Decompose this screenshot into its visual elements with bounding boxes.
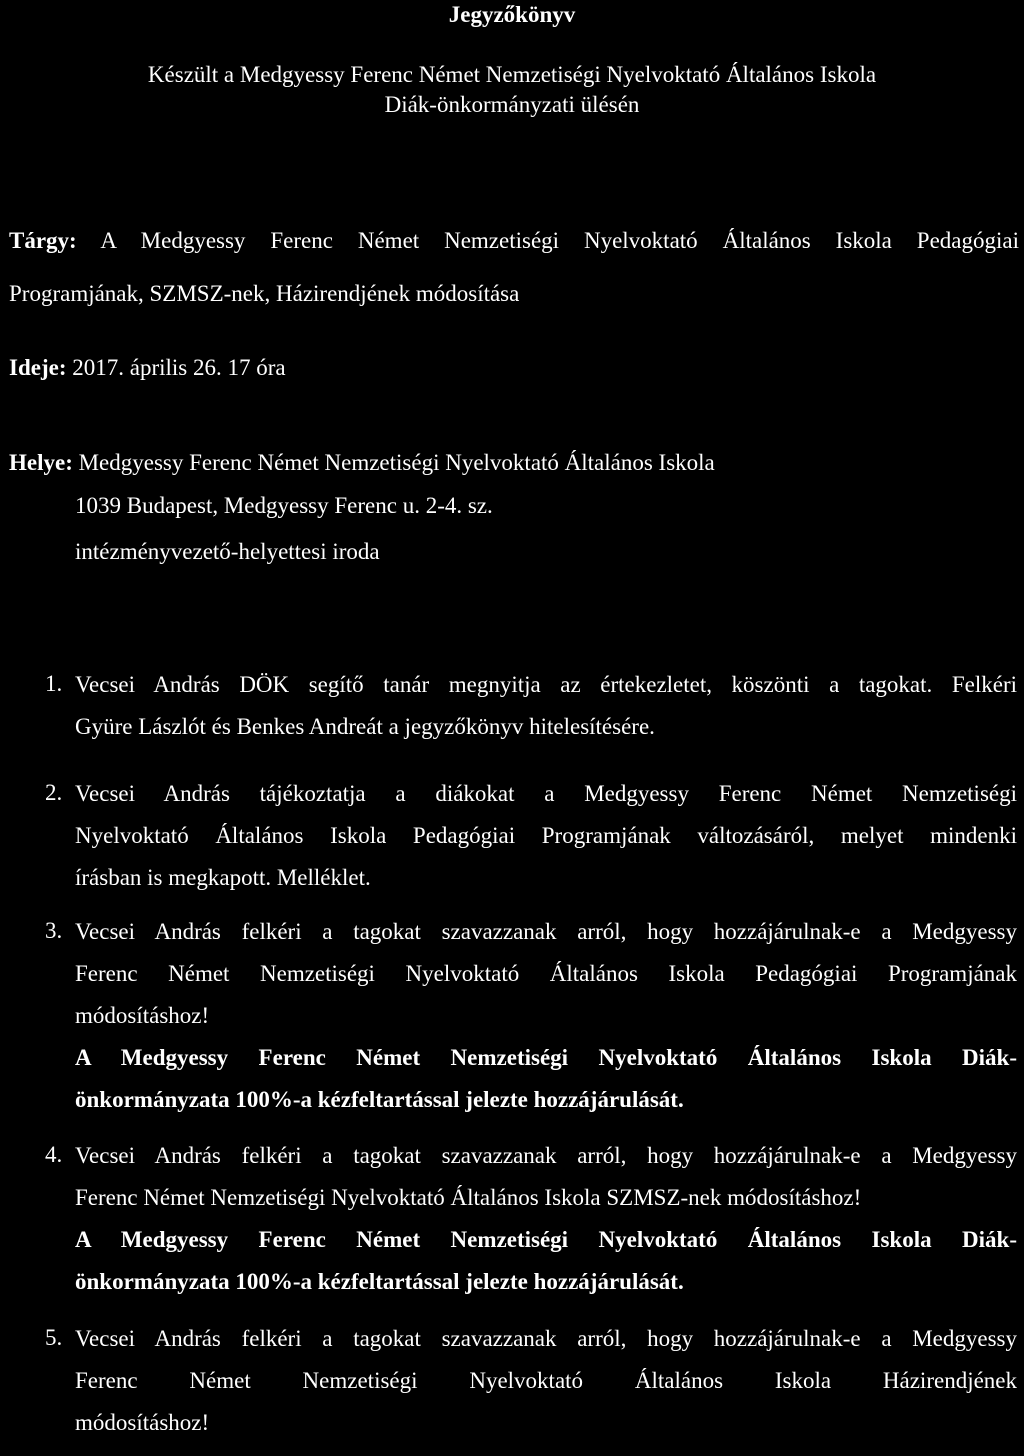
place-row [9,450,715,476]
subject-line: Programjának, SZMSZ-nek, Házirendjének módosítása [9,281,520,306]
date-label: Ideje: [9,355,67,380]
vote-result-line: önkormányzata 100%-a kézfeltartással jelezte hozzájárulását. [75,1087,684,1112]
date-row [9,355,286,381]
place-label: Helye: [9,450,73,475]
subject-text: A Medgyessy Ferenc Német Nemzetiségi Nyelvoktató Általános Iskola Pedagógiai [100,228,1020,253]
item-line: Vecsei András tájékoztatja a diákokat a Medgyessy Ferenc Német Nemzetiségi [75,781,1017,806]
item-line: Ferenc Német Nemzetiségi Nyelvoktató Általános Iskola Pedagógiai Programjának [75,961,1017,986]
document-title: Jegyzőkönyv [448,2,576,27]
place-line: Medgyessy Ferenc Német Nemzetiségi Nyelvoktató Általános Iskola [78,450,715,475]
item-number: 1. [45,671,63,696]
item-line: írásban is megkapott. Melléklet. [75,865,371,890]
item-line: Gyüre Lászlót és Benkes Andreát a jegyzőkönyv hitelesítésére. [75,714,655,739]
item-line: Nyelvoktató Általános Iskola Pedagógiai Programjának változásáról, melyet mindenki [75,823,1017,848]
item-number: 5. [45,1325,63,1350]
subject-label: Tárgy: [9,228,77,253]
subject-block [9,214,1019,320]
subject-line [9,214,1019,267]
intro-line: Készült a Medgyessy Ferenc Német Nemzetiségi Nyelvoktató Általános Iskola [147,62,877,87]
vote-result-line: A Medgyessy Ferenc Német Nemzetiségi Nyelvoktató Általános Iskola Diák- [75,1227,1017,1252]
place-address: 1039 Budapest, Medgyessy Ferenc u. 2-4. sz. [75,493,493,518]
list-item [75,664,1017,748]
item-line: Vecsei András DÖK segítő tanár megnyitja az értekezletet, köszönti a tagokat. Felkéri [75,672,1017,697]
intro-line: Diák-önkormányzati ülésén [384,92,640,117]
date-value: 2017. április 26. 17 óra [72,355,286,380]
item-line: módosításhoz! [75,1003,210,1028]
item-line: Vecsei András felkéri a tagokat szavazzanak arról, hogy hozzájárulnak-e a Medgyessy [75,1326,1017,1351]
item-number: 4. [45,1142,63,1167]
intro [0,60,1024,120]
item-line: Ferenc Német Nemzetiségi Nyelvoktató Általános Iskola SZMSZ-nek módosításhoz! [75,1185,862,1210]
list-item [75,773,1017,899]
vote-result-line: A Medgyessy Ferenc Német Nemzetiségi Nyelvoktató Általános Iskola Diák- [75,1045,1017,1070]
item-line: Ferenc Német Nemzetiségi Nyelvoktató Általános Iskola Házirendjének [75,1368,1017,1393]
item-line: módosításhoz! [75,1410,210,1435]
item-line: Vecsei András felkéri a tagokat szavazzanak arról, hogy hozzájárulnak-e a Medgyessy [75,919,1017,944]
list-item [75,1318,1017,1444]
list-item [75,1135,1017,1303]
vote-result-line: önkormányzata 100%-a kézfeltartással jelezte hozzájárulását. [75,1269,684,1294]
place-room: intézményvezető-helyettesi iroda [75,539,380,564]
item-number: 3. [45,918,63,943]
list-item [75,911,1017,1121]
item-number: 2. [45,780,63,805]
item-line: Vecsei András felkéri a tagokat szavazzanak arról, hogy hozzájárulnak-e a Medgyessy [75,1143,1017,1168]
